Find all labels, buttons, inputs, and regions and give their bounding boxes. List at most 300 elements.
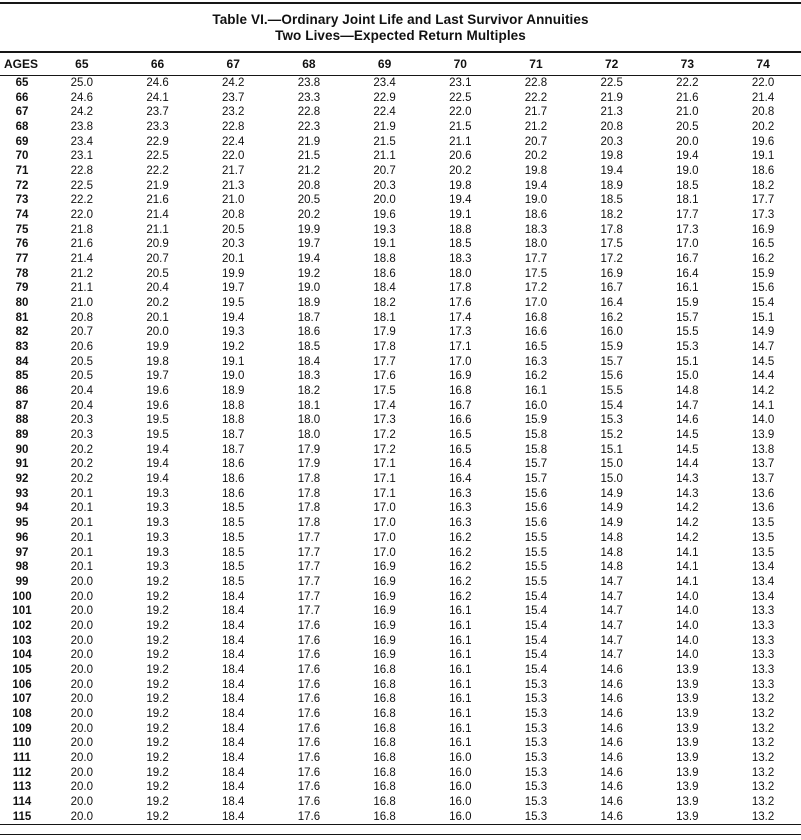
multiple-value-cell: 20.3 <box>222 238 245 251</box>
multiple-value-cell: 14.1 <box>751 399 775 412</box>
multiple-value-cell: 15.2 <box>600 429 623 442</box>
multiple-value-cell: 16.9 <box>373 590 396 603</box>
multiple-value-cell: 18.4 <box>222 722 245 735</box>
multiple-value-cell: 17.6 <box>297 795 321 808</box>
multiple-value-cell: 15.1 <box>600 443 623 456</box>
multiple-value-cell: 21.0 <box>222 194 245 207</box>
multiple-value-cell: 20.1 <box>70 502 94 515</box>
multiple-value-cell: 16.9 <box>449 370 472 383</box>
multiple-value-cell: 23.4 <box>373 77 396 89</box>
multiple-value-cell: 16.3 <box>449 517 472 530</box>
multiple-value-cell: 18.3 <box>297 370 321 383</box>
row-age-label: 87 <box>15 399 29 412</box>
multiple-value-cell: 16.3 <box>449 502 472 515</box>
multiple-value-cell: 21.5 <box>449 121 472 134</box>
multiple-value-cell: 21.6 <box>146 194 169 207</box>
multiple-value-cell: 20.0 <box>70 737 94 750</box>
table-row-age-82 <box>0 325 801 340</box>
multiple-value-cell: 19.4 <box>297 253 321 266</box>
multiple-value-cell: 19.5 <box>222 297 245 310</box>
row-age-label: 70 <box>15 150 29 163</box>
multiple-value-cell: 18.4 <box>297 355 321 368</box>
table-row-age-86 <box>0 384 801 399</box>
multiple-value-cell: 18.8 <box>222 399 245 412</box>
multiple-value-cell: 18.5 <box>449 238 472 251</box>
table-row-age-79 <box>0 281 801 296</box>
multiple-value-cell: 15.7 <box>600 355 623 368</box>
table-row-age-108 <box>0 707 801 722</box>
row-age-label: 104 <box>12 649 32 662</box>
multiple-value-cell: 15.9 <box>600 341 623 354</box>
row-age-label: 67 <box>15 106 29 119</box>
table-row-age-68 <box>0 120 801 135</box>
multiple-value-cell: 13.2 <box>751 810 775 823</box>
multiple-value-cell: 22.0 <box>222 150 245 163</box>
table-row-age-69 <box>0 135 801 150</box>
multiple-value-cell: 15.0 <box>676 370 699 383</box>
column-header-age-72: 72 <box>574 53 650 76</box>
row-age-label: 86 <box>15 385 29 398</box>
multiple-value-cell: 19.7 <box>146 370 169 383</box>
multiple-value-cell: 17.2 <box>373 443 396 456</box>
table-row-age-71 <box>0 164 801 179</box>
multiple-value-cell: 18.8 <box>373 253 396 266</box>
multiple-value-cell: 21.6 <box>676 91 699 104</box>
multiple-value-cell: 21.1 <box>373 150 396 163</box>
multiple-value-cell: 21.9 <box>146 179 169 192</box>
multiple-value-cell: 18.9 <box>297 297 321 310</box>
multiple-value-cell: 13.5 <box>751 546 775 559</box>
multiple-value-cell: 13.2 <box>751 751 775 764</box>
multiple-value-cell: 19.2 <box>146 619 169 632</box>
multiple-value-cell: 20.0 <box>70 751 94 764</box>
multiple-value-cell: 14.7 <box>600 605 623 618</box>
multiple-value-cell: 20.1 <box>222 253 245 266</box>
multiple-value-cell: 14.7 <box>600 575 623 588</box>
table-row-age-83 <box>0 340 801 355</box>
multiple-value-cell: 20.3 <box>70 414 94 427</box>
multiple-value-cell: 16.4 <box>676 267 699 280</box>
multiple-value-cell: 16.5 <box>524 341 548 354</box>
multiple-value-cell: 14.7 <box>600 649 623 662</box>
multiple-value-cell: 13.6 <box>751 487 775 500</box>
multiple-value-cell: 15.5 <box>676 326 699 339</box>
multiple-value-cell: 19.9 <box>222 267 245 280</box>
table-row-age-98 <box>0 560 801 575</box>
multiple-value-cell: 14.2 <box>676 517 699 530</box>
row-age-label: 112 <box>12 766 32 779</box>
multiple-value-cell: 18.8 <box>449 223 472 236</box>
multiple-value-cell: 13.3 <box>751 634 775 647</box>
multiple-value-cell: 13.9 <box>676 737 699 750</box>
table-row-age-84 <box>0 355 801 370</box>
multiple-value-cell: 15.4 <box>524 663 548 676</box>
multiple-value-cell: 16.8 <box>373 751 396 764</box>
multiple-value-cell: 19.3 <box>146 517 169 530</box>
row-age-label: 83 <box>15 341 29 354</box>
multiple-value-cell: 13.2 <box>751 781 775 794</box>
multiple-value-cell: 14.1 <box>676 575 699 588</box>
multiple-value-cell: 23.8 <box>297 77 321 89</box>
column-header-age-73: 73 <box>650 53 726 76</box>
row-age-label: 69 <box>15 135 29 148</box>
multiple-value-cell: 20.0 <box>70 693 94 706</box>
multiple-value-cell: 19.0 <box>222 370 245 383</box>
multiple-value-cell: 20.0 <box>70 722 94 735</box>
multiple-value-cell: 18.5 <box>222 517 245 530</box>
multiple-value-cell: 20.2 <box>146 297 169 310</box>
multiple-value-cell: 20.2 <box>70 458 94 471</box>
table-row-age-92 <box>0 472 801 487</box>
multiple-value-cell: 18.4 <box>222 737 245 750</box>
multiple-value-cell: 19.3 <box>146 561 169 574</box>
multiple-value-cell: 20.0 <box>70 590 94 603</box>
multiple-value-cell: 17.3 <box>449 326 472 339</box>
multiple-value-cell: 16.3 <box>449 487 472 500</box>
multiple-value-cell: 16.9 <box>373 575 396 588</box>
multiple-value-cell: 19.8 <box>524 165 548 178</box>
multiple-value-cell: 18.6 <box>222 473 245 486</box>
multiple-value-cell: 15.3 <box>524 766 548 779</box>
multiple-value-cell: 18.4 <box>222 707 245 720</box>
multiple-value-cell: 20.0 <box>676 135 699 148</box>
multiple-value-cell: 14.0 <box>676 605 699 618</box>
multiple-value-cell: 19.6 <box>146 385 169 398</box>
table-row-age-107 <box>0 692 801 707</box>
multiple-value-cell: 15.3 <box>524 707 548 720</box>
multiple-value-cell: 13.9 <box>676 678 699 691</box>
multiple-value-cell: 17.0 <box>524 297 548 310</box>
multiple-value-cell: 14.0 <box>676 590 699 603</box>
multiple-value-cell: 16.6 <box>449 414 472 427</box>
multiple-value-cell: 16.6 <box>524 326 548 339</box>
table-row-age-97 <box>0 546 801 561</box>
multiple-value-cell: 16.1 <box>449 693 472 706</box>
multiple-value-cell: 18.5 <box>222 502 245 515</box>
multiple-value-cell: 19.2 <box>146 678 169 691</box>
multiple-value-cell: 13.2 <box>751 722 775 735</box>
multiple-value-cell: 21.8 <box>70 223 94 236</box>
multiple-value-cell: 16.8 <box>524 311 548 324</box>
multiple-value-cell: 13.2 <box>751 795 775 808</box>
multiple-value-cell: 17.6 <box>297 781 321 794</box>
multiple-value-cell: 13.5 <box>751 517 775 530</box>
multiple-value-cell: 22.2 <box>146 165 169 178</box>
multiple-value-cell: 14.3 <box>676 473 699 486</box>
multiple-value-cell: 17.6 <box>297 619 321 632</box>
multiple-value-cell: 13.9 <box>676 693 699 706</box>
column-header-age-71: 71 <box>498 53 574 76</box>
multiple-value-cell: 19.4 <box>222 311 245 324</box>
multiple-value-cell: 18.3 <box>524 223 548 236</box>
multiple-value-cell: 13.3 <box>751 678 775 691</box>
multiple-value-cell: 16.1 <box>449 634 472 647</box>
multiple-value-cell: 16.0 <box>449 781 472 794</box>
multiple-value-cell: 22.0 <box>751 77 775 89</box>
table-row-age-72 <box>0 179 801 194</box>
multiple-value-cell: 22.8 <box>222 121 245 134</box>
multiple-value-cell: 14.6 <box>676 414 699 427</box>
multiple-value-cell: 19.1 <box>751 150 775 163</box>
multiple-value-cell: 20.0 <box>70 707 94 720</box>
multiple-value-cell: 21.4 <box>146 209 169 222</box>
multiple-value-cell: 15.4 <box>524 634 548 647</box>
table-row-age-67 <box>0 105 801 120</box>
multiple-value-cell: 16.2 <box>449 561 472 574</box>
multiple-value-cell: 16.2 <box>751 253 775 266</box>
multiple-value-cell: 20.7 <box>146 253 169 266</box>
multiple-value-cell: 21.1 <box>146 223 169 236</box>
multiple-value-cell: 16.1 <box>449 649 472 662</box>
multiple-value-cell: 13.9 <box>676 795 699 808</box>
multiple-value-cell: 13.9 <box>676 663 699 676</box>
multiple-value-cell: 20.0 <box>70 781 94 794</box>
row-age-label: 79 <box>15 282 29 295</box>
multiple-value-cell: 20.1 <box>70 531 94 544</box>
table-row-age-110 <box>0 736 801 751</box>
table-row-age-70 <box>0 149 801 164</box>
multiple-value-cell: 17.7 <box>297 605 321 618</box>
multiple-value-cell: 15.1 <box>676 355 699 368</box>
multiple-value-cell: 22.0 <box>70 209 94 222</box>
table-row-age-89 <box>0 428 801 443</box>
table-title-line2: Two Lives—Expected Return Multiples <box>275 28 526 43</box>
table-header <box>0 53 801 76</box>
multiple-value-cell: 18.6 <box>222 458 245 471</box>
table-row-age-90 <box>0 443 801 458</box>
multiple-value-cell: 19.4 <box>600 165 623 178</box>
multiple-value-cell: 19.2 <box>146 634 169 647</box>
multiple-value-cell: 14.2 <box>676 531 699 544</box>
multiple-value-cell: 18.9 <box>600 179 623 192</box>
multiple-value-cell: 16.4 <box>600 297 623 310</box>
multiple-value-cell: 21.0 <box>676 106 699 119</box>
row-age-label: 78 <box>15 267 29 280</box>
multiple-value-cell: 17.0 <box>373 531 396 544</box>
multiple-value-cell: 20.5 <box>676 121 699 134</box>
multiple-value-cell: 23.3 <box>146 121 169 134</box>
multiple-value-cell: 19.5 <box>146 429 169 442</box>
multiple-value-cell: 15.9 <box>524 414 548 427</box>
multiple-value-cell: 16.1 <box>449 619 472 632</box>
multiple-value-cell: 16.2 <box>524 370 548 383</box>
multiple-value-cell: 13.6 <box>751 502 775 515</box>
multiple-value-cell: 20.5 <box>70 370 94 383</box>
multiple-value-cell: 19.1 <box>449 209 472 222</box>
multiple-value-cell: 23.4 <box>70 135 94 148</box>
multiple-value-cell: 21.2 <box>297 165 321 178</box>
multiple-value-cell: 17.6 <box>297 751 321 764</box>
multiple-value-cell: 14.7 <box>600 590 623 603</box>
multiple-value-cell: 19.2 <box>146 810 169 823</box>
multiple-value-cell: 14.4 <box>676 458 699 471</box>
row-age-label: 88 <box>15 414 29 427</box>
multiple-value-cell: 17.8 <box>297 487 321 500</box>
multiple-value-cell: 15.6 <box>524 517 548 530</box>
multiple-value-cell: 20.6 <box>70 341 94 354</box>
row-age-label: 99 <box>15 575 29 588</box>
multiple-value-cell: 21.7 <box>222 165 245 178</box>
multiple-value-cell: 17.6 <box>297 678 321 691</box>
multiple-value-cell: 18.4 <box>222 649 245 662</box>
multiple-value-cell: 20.6 <box>449 150 472 163</box>
multiple-value-cell: 14.6 <box>600 693 623 706</box>
multiple-value-cell: 19.0 <box>524 194 548 207</box>
multiple-value-cell: 17.6 <box>297 707 321 720</box>
multiple-value-cell: 19.2 <box>146 575 169 588</box>
multiple-value-cell: 18.5 <box>222 531 245 544</box>
multiple-value-cell: 18.5 <box>676 179 699 192</box>
multiple-value-cell: 18.6 <box>751 165 775 178</box>
multiple-value-cell: 18.8 <box>222 414 245 427</box>
multiple-value-cell: 18.0 <box>297 429 321 442</box>
multiple-value-cell: 19.4 <box>146 458 169 471</box>
multiple-value-cell: 20.2 <box>297 209 321 222</box>
annuity-multiples-table <box>0 53 801 824</box>
multiple-value-cell: 15.0 <box>600 473 623 486</box>
multiple-value-cell: 17.8 <box>373 341 396 354</box>
multiple-value-cell: 15.3 <box>524 810 548 823</box>
multiple-value-cell: 19.6 <box>751 135 775 148</box>
table-row-age-81 <box>0 311 801 326</box>
multiple-value-cell: 14.7 <box>600 619 623 632</box>
multiple-value-cell: 18.4 <box>222 634 245 647</box>
table-row-age-104 <box>0 648 801 663</box>
multiple-value-cell: 15.4 <box>524 605 548 618</box>
multiple-value-cell: 19.1 <box>373 238 396 251</box>
multiple-value-cell: 22.2 <box>676 77 699 89</box>
multiple-value-cell: 20.0 <box>373 194 396 207</box>
multiple-value-cell: 19.2 <box>146 663 169 676</box>
multiple-value-cell: 17.9 <box>373 326 396 339</box>
multiple-value-cell: 19.2 <box>146 781 169 794</box>
column-header-age-68: 68 <box>271 53 347 76</box>
multiple-value-cell: 20.0 <box>70 649 94 662</box>
table-row-age-106 <box>0 678 801 693</box>
multiple-value-cell: 16.8 <box>373 795 396 808</box>
multiple-value-cell: 17.8 <box>449 282 472 295</box>
multiple-value-cell: 16.8 <box>449 385 472 398</box>
multiple-value-cell: 16.8 <box>373 737 396 750</box>
column-header-age-74: 74 <box>725 53 801 76</box>
multiple-value-cell: 21.1 <box>449 135 472 148</box>
multiple-value-cell: 20.5 <box>297 194 321 207</box>
multiple-value-cell: 14.8 <box>676 385 699 398</box>
multiple-value-cell: 20.2 <box>449 165 472 178</box>
multiple-value-cell: 14.8 <box>600 561 623 574</box>
multiple-value-cell: 13.5 <box>751 531 775 544</box>
multiple-value-cell: 16.4 <box>449 458 472 471</box>
multiple-value-cell: 20.5 <box>146 267 169 280</box>
multiple-value-cell: 13.4 <box>751 590 775 603</box>
table-row-age-78 <box>0 267 801 282</box>
multiple-value-cell: 20.8 <box>297 179 321 192</box>
multiple-value-cell: 20.7 <box>373 165 396 178</box>
multiple-value-cell: 20.0 <box>70 678 94 691</box>
multiple-value-cell: 20.7 <box>524 135 548 148</box>
multiple-value-cell: 20.0 <box>70 575 94 588</box>
multiple-value-cell: 19.0 <box>297 282 321 295</box>
multiple-value-cell: 18.4 <box>222 751 245 764</box>
multiple-value-cell: 15.6 <box>600 370 623 383</box>
multiple-value-cell: 17.6 <box>297 737 321 750</box>
multiple-value-cell: 16.8 <box>373 678 396 691</box>
table-row-age-85 <box>0 369 801 384</box>
multiple-value-cell: 19.2 <box>146 751 169 764</box>
multiple-value-cell: 14.9 <box>600 517 623 530</box>
multiple-value-cell: 20.3 <box>70 429 94 442</box>
row-age-label: 94 <box>15 502 29 515</box>
multiple-value-cell: 16.1 <box>449 722 472 735</box>
multiple-value-cell: 18.4 <box>222 619 245 632</box>
row-age-label: 91 <box>15 458 29 471</box>
multiple-value-cell: 13.2 <box>751 707 775 720</box>
multiple-value-cell: 15.3 <box>524 678 548 691</box>
multiple-value-cell: 19.9 <box>146 341 169 354</box>
multiple-value-cell: 15.9 <box>751 267 775 280</box>
multiple-value-cell: 17.5 <box>600 238 623 251</box>
multiple-value-cell: 19.8 <box>146 355 169 368</box>
multiple-value-cell: 14.6 <box>600 707 623 720</box>
multiple-value-cell: 19.7 <box>222 282 245 295</box>
column-header-age-65: 65 <box>44 53 120 76</box>
multiple-value-cell: 13.9 <box>676 751 699 764</box>
multiple-value-cell: 15.3 <box>524 722 548 735</box>
multiple-value-cell: 20.4 <box>70 399 94 412</box>
multiple-value-cell: 15.4 <box>524 649 548 662</box>
table-row-age-109 <box>0 722 801 737</box>
multiple-value-cell: 17.4 <box>373 399 396 412</box>
multiple-value-cell: 17.5 <box>373 385 396 398</box>
row-age-label: 80 <box>15 297 29 310</box>
multiple-value-cell: 21.0 <box>70 297 94 310</box>
multiple-value-cell: 17.1 <box>373 487 396 500</box>
multiple-value-cell: 20.5 <box>222 223 245 236</box>
multiple-value-cell: 18.4 <box>222 605 245 618</box>
multiple-value-cell: 22.5 <box>600 77 623 89</box>
multiple-value-cell: 13.2 <box>751 693 775 706</box>
row-age-label: 95 <box>15 517 29 530</box>
multiple-value-cell: 22.4 <box>222 135 245 148</box>
multiple-value-cell: 14.6 <box>600 737 623 750</box>
row-age-label: 76 <box>15 238 29 251</box>
multiple-value-cell: 20.8 <box>751 106 775 119</box>
multiple-value-cell: 20.7 <box>70 326 94 339</box>
multiple-value-cell: 17.0 <box>373 517 396 530</box>
multiple-value-cell: 17.3 <box>373 414 396 427</box>
multiple-value-cell: 16.8 <box>373 663 396 676</box>
multiple-value-cell: 15.3 <box>524 781 548 794</box>
multiple-value-cell: 16.2 <box>449 590 472 603</box>
multiple-value-cell: 14.7 <box>600 634 623 647</box>
table-row-age-96 <box>0 531 801 546</box>
multiple-value-cell: 16.1 <box>449 707 472 720</box>
multiple-value-cell: 18.0 <box>449 267 472 280</box>
row-age-label: 74 <box>15 209 29 222</box>
multiple-value-cell: 17.6 <box>297 634 321 647</box>
multiple-value-cell: 20.1 <box>70 487 94 500</box>
multiple-value-cell: 16.5 <box>449 429 472 442</box>
multiple-value-cell: 19.2 <box>146 795 169 808</box>
multiple-value-cell: 15.7 <box>524 473 548 486</box>
multiple-value-cell: 17.0 <box>449 355 472 368</box>
multiple-value-cell: 13.7 <box>751 473 775 486</box>
table-row-age-103 <box>0 634 801 649</box>
multiple-value-cell: 14.4 <box>751 370 775 383</box>
multiple-value-cell: 22.8 <box>524 77 548 89</box>
table-row-age-115 <box>0 810 801 825</box>
multiple-value-cell: 19.4 <box>524 179 548 192</box>
